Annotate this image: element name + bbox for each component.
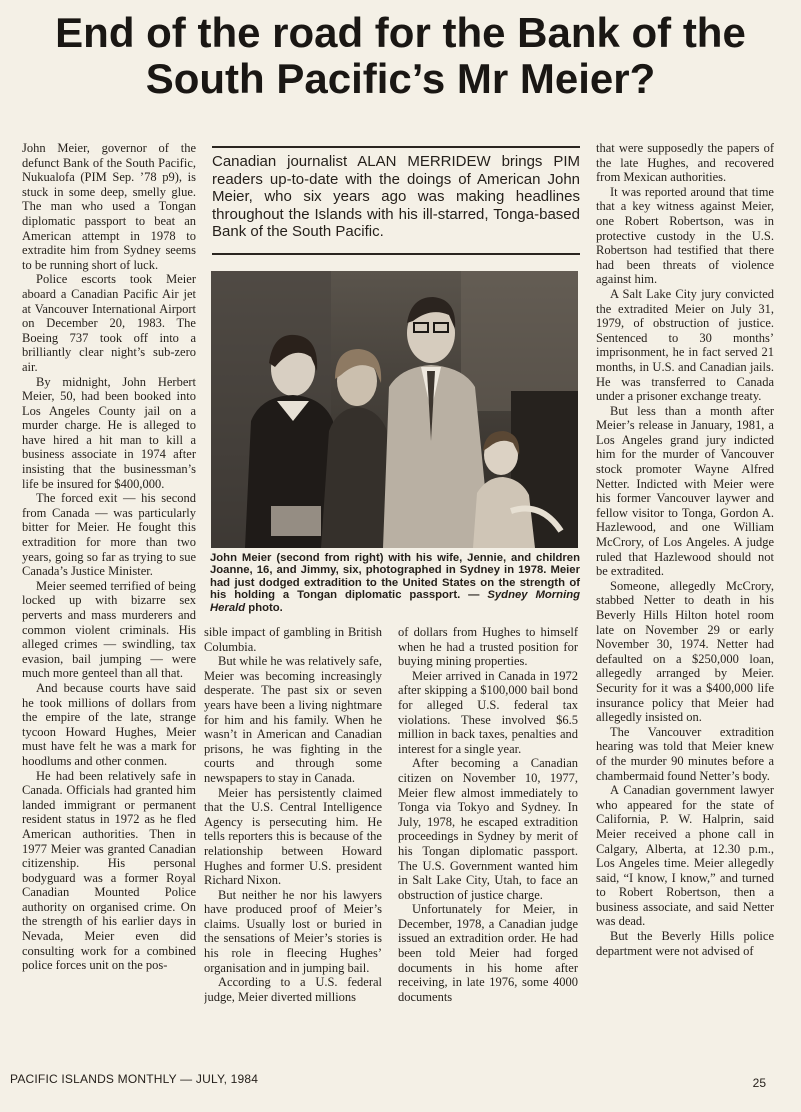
article-photo bbox=[211, 271, 578, 548]
article-paragraph: Meier has persistently claimed that the U.S. Central Intelligence Agency is persecuting him. He tells reporters this is because of the relationship between Howard Hughes and former U.S. president Richard Nixon. bbox=[204, 785, 382, 888]
article-paragraph: Meier seemed terrified of being locked up with bizarre sex perverts and mass murderers and common violent criminals. His alleged crimes — swindling, tax evasion, bail jumping — were much more genteel than all that. bbox=[22, 578, 196, 681]
caption-text: John Meier (second from right) with his wife, Jennie, and children Joanne, 16, and Jimmy, six, photographed in Sydney in 1978. Meier had just dodged extradition to the United States on the strength of his holding a Tongan diplomatic passport. — bbox=[210, 552, 580, 602]
article-paragraph: sible impact of gambling in British Columbia. bbox=[204, 625, 382, 654]
article-paragraph: But the Beverly Hills police department were not advised of bbox=[596, 929, 774, 958]
intro-bottom-rule bbox=[212, 253, 580, 255]
article-paragraph: Unfortunately for Meier, in December, 1978, a Canadian judge issued an extradition order. He had been told Meier had forged documents in his home after receiving, in late 1976, some 4000 documents bbox=[398, 902, 578, 1004]
article-paragraph: A Salt Lake City jury convicted the extradited Meier on July 31, 1979, of obstruction of justice. Sentenced to 30 months’ imprisonment, he in fact served 21 months, in U.S. and Canadian jails. He was transferred to Canada under a prisoner exchange treaty. bbox=[596, 286, 774, 404]
article-paragraph: After becoming a Canadian citizen on November 10, 1977, Meier flew almost immediately to Tonga via Tokyo and Sydney. In July, 1978, he escaped extradition proceedings in Sydney by merit of his Tongan diplomatic passport. The U.S. Government wanted him in Salt Lake City, Utah, to face an obstruction of justice charge. bbox=[398, 756, 578, 902]
article-paragraph: By midnight, John Herbert Meier, 50, had been booked into Los Angeles County jail on a murder charge. He is alleged to have hired a hit man to kill a business associate in 1974 after insisting that the businessman’s life be insured for $400,000. bbox=[22, 374, 196, 491]
article-paragraph: The Vancouver extradition hearing was told that Meier knew of the murder 90 minutes before a chambermaid found Netter’s body. bbox=[596, 724, 774, 783]
family-photo-illustration bbox=[211, 271, 578, 548]
article-column-3 bbox=[398, 625, 578, 1069]
photo-caption bbox=[210, 552, 580, 614]
article-paragraph: According to a U.S. federal judge, Meier diverted millions bbox=[204, 975, 382, 1004]
article-paragraph: It was reported around that time that a key witness against Meier, one Robert Robertson, was in protective custody in the U.S. Robertson had testified that there had been threats of violence against him. bbox=[596, 184, 774, 287]
article-paragraph: John Meier, governor of the defunct Bank of the South Pacific, Nukualofa (PIM Sep. ’78 p9), is stuck in some deep, smelly glue. The man who used a Tongan diplomatic passport to beat an American attempt in 1978 to extradite him from Sydney seems to be running short of luck. bbox=[22, 141, 196, 272]
article-paragraph: Police escorts took Meier aboard a Canadian Pacific Air jet at Vancouver International Airport on December 20, 1983. The Boeing 737 took off into a brilliantly clear night’s sub-zero air. bbox=[22, 272, 196, 374]
article-paragraph: But less than a month after Meier’s release in January, 1981, a Los Angeles grand jury indicted him for the murder of Vancouver stock promoter Wayne Alfred Netter. Indicted with Meier were his former Vancouver laywer and fellow visitor to Tonga, Gordon A. Hazlewood, and one William McCrory, of Los Angeles. A judge ruled that Hazlewood should not be extradited. bbox=[596, 403, 774, 579]
footer-publication: PACIFIC ISLANDS MONTHLY — JULY, 1984 bbox=[10, 1072, 259, 1086]
caption-credit: Sydney Morning Herald bbox=[210, 589, 581, 614]
headline: End of the road for the Bank of the South Pacific’s Mr Meier? bbox=[55, 9, 746, 102]
article-paragraph: He had been relatively safe in Canada. Officials had granted him landed immigrant or permanent resident status in 1972 as he fled American authorities. Then in 1977 Meier was granted Canadian citizenship. His personal bodyguard was a former Royal Canadian Mounted Police authority on organised crime. On the strength of his earlier days in Nevada, Meier even did consulting work for a combined police forces unit on the pos- bbox=[22, 768, 196, 973]
intro-standfirst: Canadian journalist ALAN MERRIDEW brings PIM readers up-to-date with the doings of American John Meier, who six years ago was making headlines throughout the Islands with his ill-starred, Tonga-based Bank of the South Pacific. bbox=[212, 153, 580, 240]
article-paragraph: But while he was relatively safe, Meier was becoming increasingly desperate. The past six or seven years have been a living nightmare for him and his family. When he wasn’t in American and Canadian prisons, he was fighting in the courts and through some newspapers to stay in Canada. bbox=[204, 654, 382, 785]
intro-top-rule bbox=[212, 146, 580, 148]
article-paragraph: And because courts have said he took millions of dollars from the empire of the late, strange tycoon Howard Hughes, Meier must have felt he was a mark for hoodlums and other conmen. bbox=[22, 680, 196, 768]
article-paragraph: Someone, allegedly McCrory, stabbed Netter to death in his Beverly Hills Hilton hotel room late on November 29 or early November 30, 1974. Netter had defaulted on a $250,000 loan, allegedly arranged by Meier. Security for it was a $400,000 life insurance policy that Meier had allegedly insisted on. bbox=[596, 578, 774, 725]
article-paragraph: that were supposedly the papers of the late Hughes, and recovered from Mexican authorities. bbox=[596, 141, 774, 185]
article-paragraph: But neither he nor his lawyers have produced proof of Meier’s claims. Usually lost or buried in the sensations of Meier’s stories is his role in fleecing Hughes’ organisation and in jumping bail. bbox=[204, 887, 382, 975]
article-paragraph: A Canadian government lawyer who appeared for the state of California, P. W. Halprin, said Meier received a phone call in Calgary, Alberta, at 12.30 p.m., Los Angeles time. Meier allegedly said, “I know, I know,” and turned to Robert Robertson, then a business associate, and said Netter was dead. bbox=[596, 783, 774, 929]
article-paragraph: of dollars from Hughes to himself when he had a trusted position for buying mining properties. bbox=[398, 625, 578, 669]
article-column-2 bbox=[204, 625, 382, 1069]
article-column-4 bbox=[596, 141, 774, 1069]
article-paragraph: Meier arrived in Canada in 1972 after skipping a $100,000 bail bond for alleged U.S. federal tax violations. These involved $6.5 million in back taxes, penalties and interest for a single year. bbox=[398, 668, 578, 756]
caption-suffix: photo. bbox=[245, 601, 283, 614]
article-column-1 bbox=[22, 141, 196, 1069]
page-number: 25 bbox=[752, 1076, 766, 1090]
article-paragraph: The forced exit — his second from Canada — was particularly bitter for Meier. He fought this extradition for more than two years, going so far as trying to sue Canada’s Justice Minister. bbox=[22, 491, 196, 579]
